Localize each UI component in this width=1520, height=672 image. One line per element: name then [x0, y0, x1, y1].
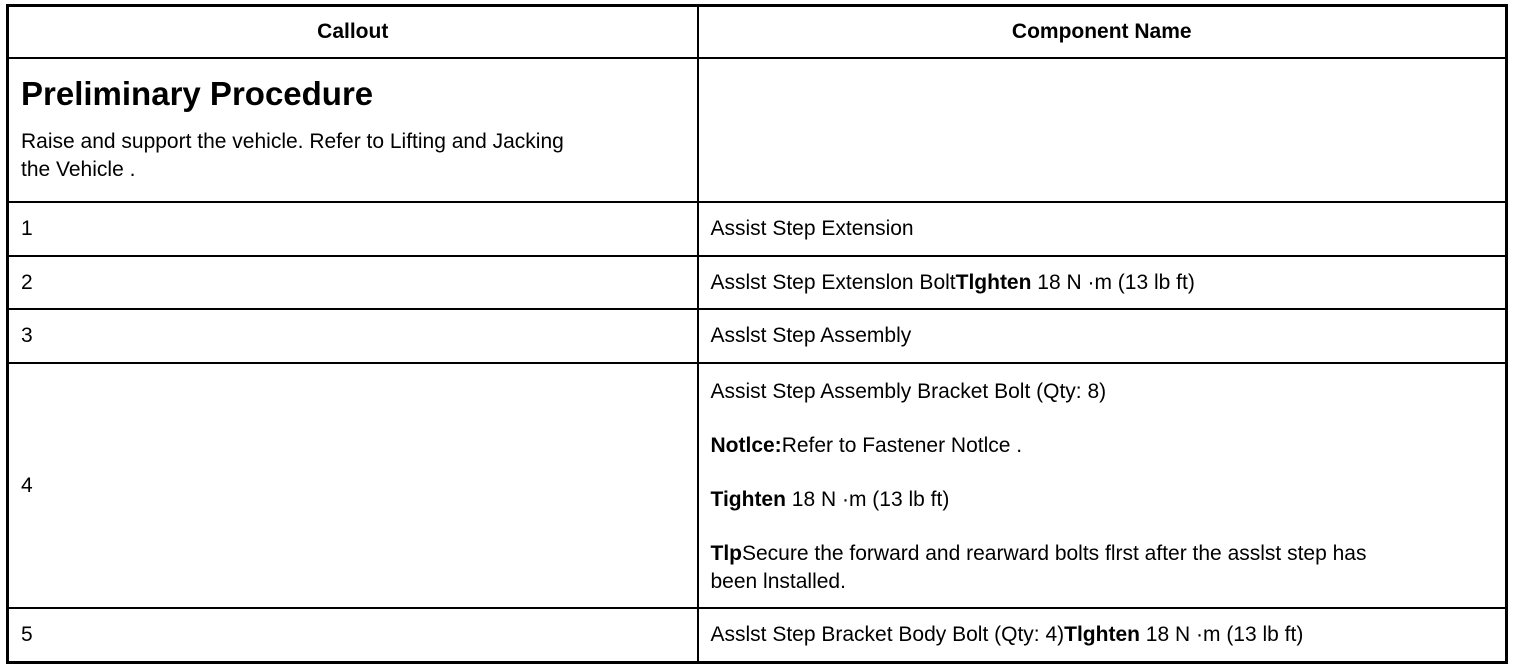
notice-text: Refer to Fastener Notlce .: [781, 433, 1023, 457]
tighten-label: Tlghten: [955, 270, 1032, 294]
tighten-label: Tlghten: [1064, 623, 1140, 647]
callout-cell: 2: [8, 256, 698, 310]
component-name-cell: [698, 608, 1507, 662]
preliminary-procedure-text: [21, 128, 685, 184]
component-name-cell: Asslst Step Assembly: [698, 309, 1507, 363]
preliminary-procedure-title: Preliminary Procedure: [21, 75, 374, 113]
notice-paragraph: [711, 426, 1494, 480]
torque-value: 18 N ·m (13 lb ft): [1031, 270, 1195, 294]
preliminary-procedure-cell: [8, 58, 698, 202]
component-name-cell: [698, 256, 1507, 310]
callout-cell: 5: [8, 608, 698, 662]
preliminary-text-line-1: Raise and support the vehicle. Refer to Lifting and Jacking: [21, 130, 564, 154]
table-row: [8, 256, 1507, 310]
preliminary-text-line-2: the Vehicle .: [21, 158, 136, 182]
component-name-text: Assist Step Assembly Bracket Bolt (Qty: 8): [710, 379, 1107, 403]
tip-text-line-2: been lnstalled.: [710, 569, 846, 593]
notice-label: Notlce:: [710, 433, 782, 457]
tighten-paragraph: [711, 480, 1494, 534]
callout-column-header: Callout: [8, 6, 698, 59]
component-name-column-header: Component Name: [698, 6, 1507, 59]
tip-label: Tlp: [710, 541, 742, 565]
component-table: [6, 4, 1508, 664]
table-row: [8, 309, 1507, 363]
callout-cell: 1: [8, 202, 698, 256]
component-name-cell: [698, 363, 1507, 608]
component-name-text: Asslst Step Bracket Body Bolt (Qty: 4): [710, 623, 1065, 647]
tighten-label: Tighten: [710, 487, 786, 511]
table-row: [8, 608, 1507, 662]
preliminary-procedure-row: [8, 58, 1507, 202]
tip-paragraph: [711, 534, 1494, 600]
component-name-text: Asslst Step Extenslon Bolt: [710, 270, 956, 294]
tip-text: Secure the forward and rearward bolts flrst after the asslst step has: [742, 541, 1367, 565]
torque-value: 18 N ·m (13 lb ft): [785, 487, 950, 511]
preliminary-procedure-empty-cell: [698, 58, 1507, 202]
table-row: [8, 363, 1507, 608]
table-row: [8, 202, 1507, 256]
component-name-cell: Assist Step Extension: [698, 202, 1507, 256]
table-header-row: [8, 6, 1507, 59]
callout-cell: 4: [8, 363, 698, 608]
callout-cell: 3: [8, 309, 698, 363]
torque-value: 18 N ·m (13 lb ft): [1139, 623, 1304, 647]
